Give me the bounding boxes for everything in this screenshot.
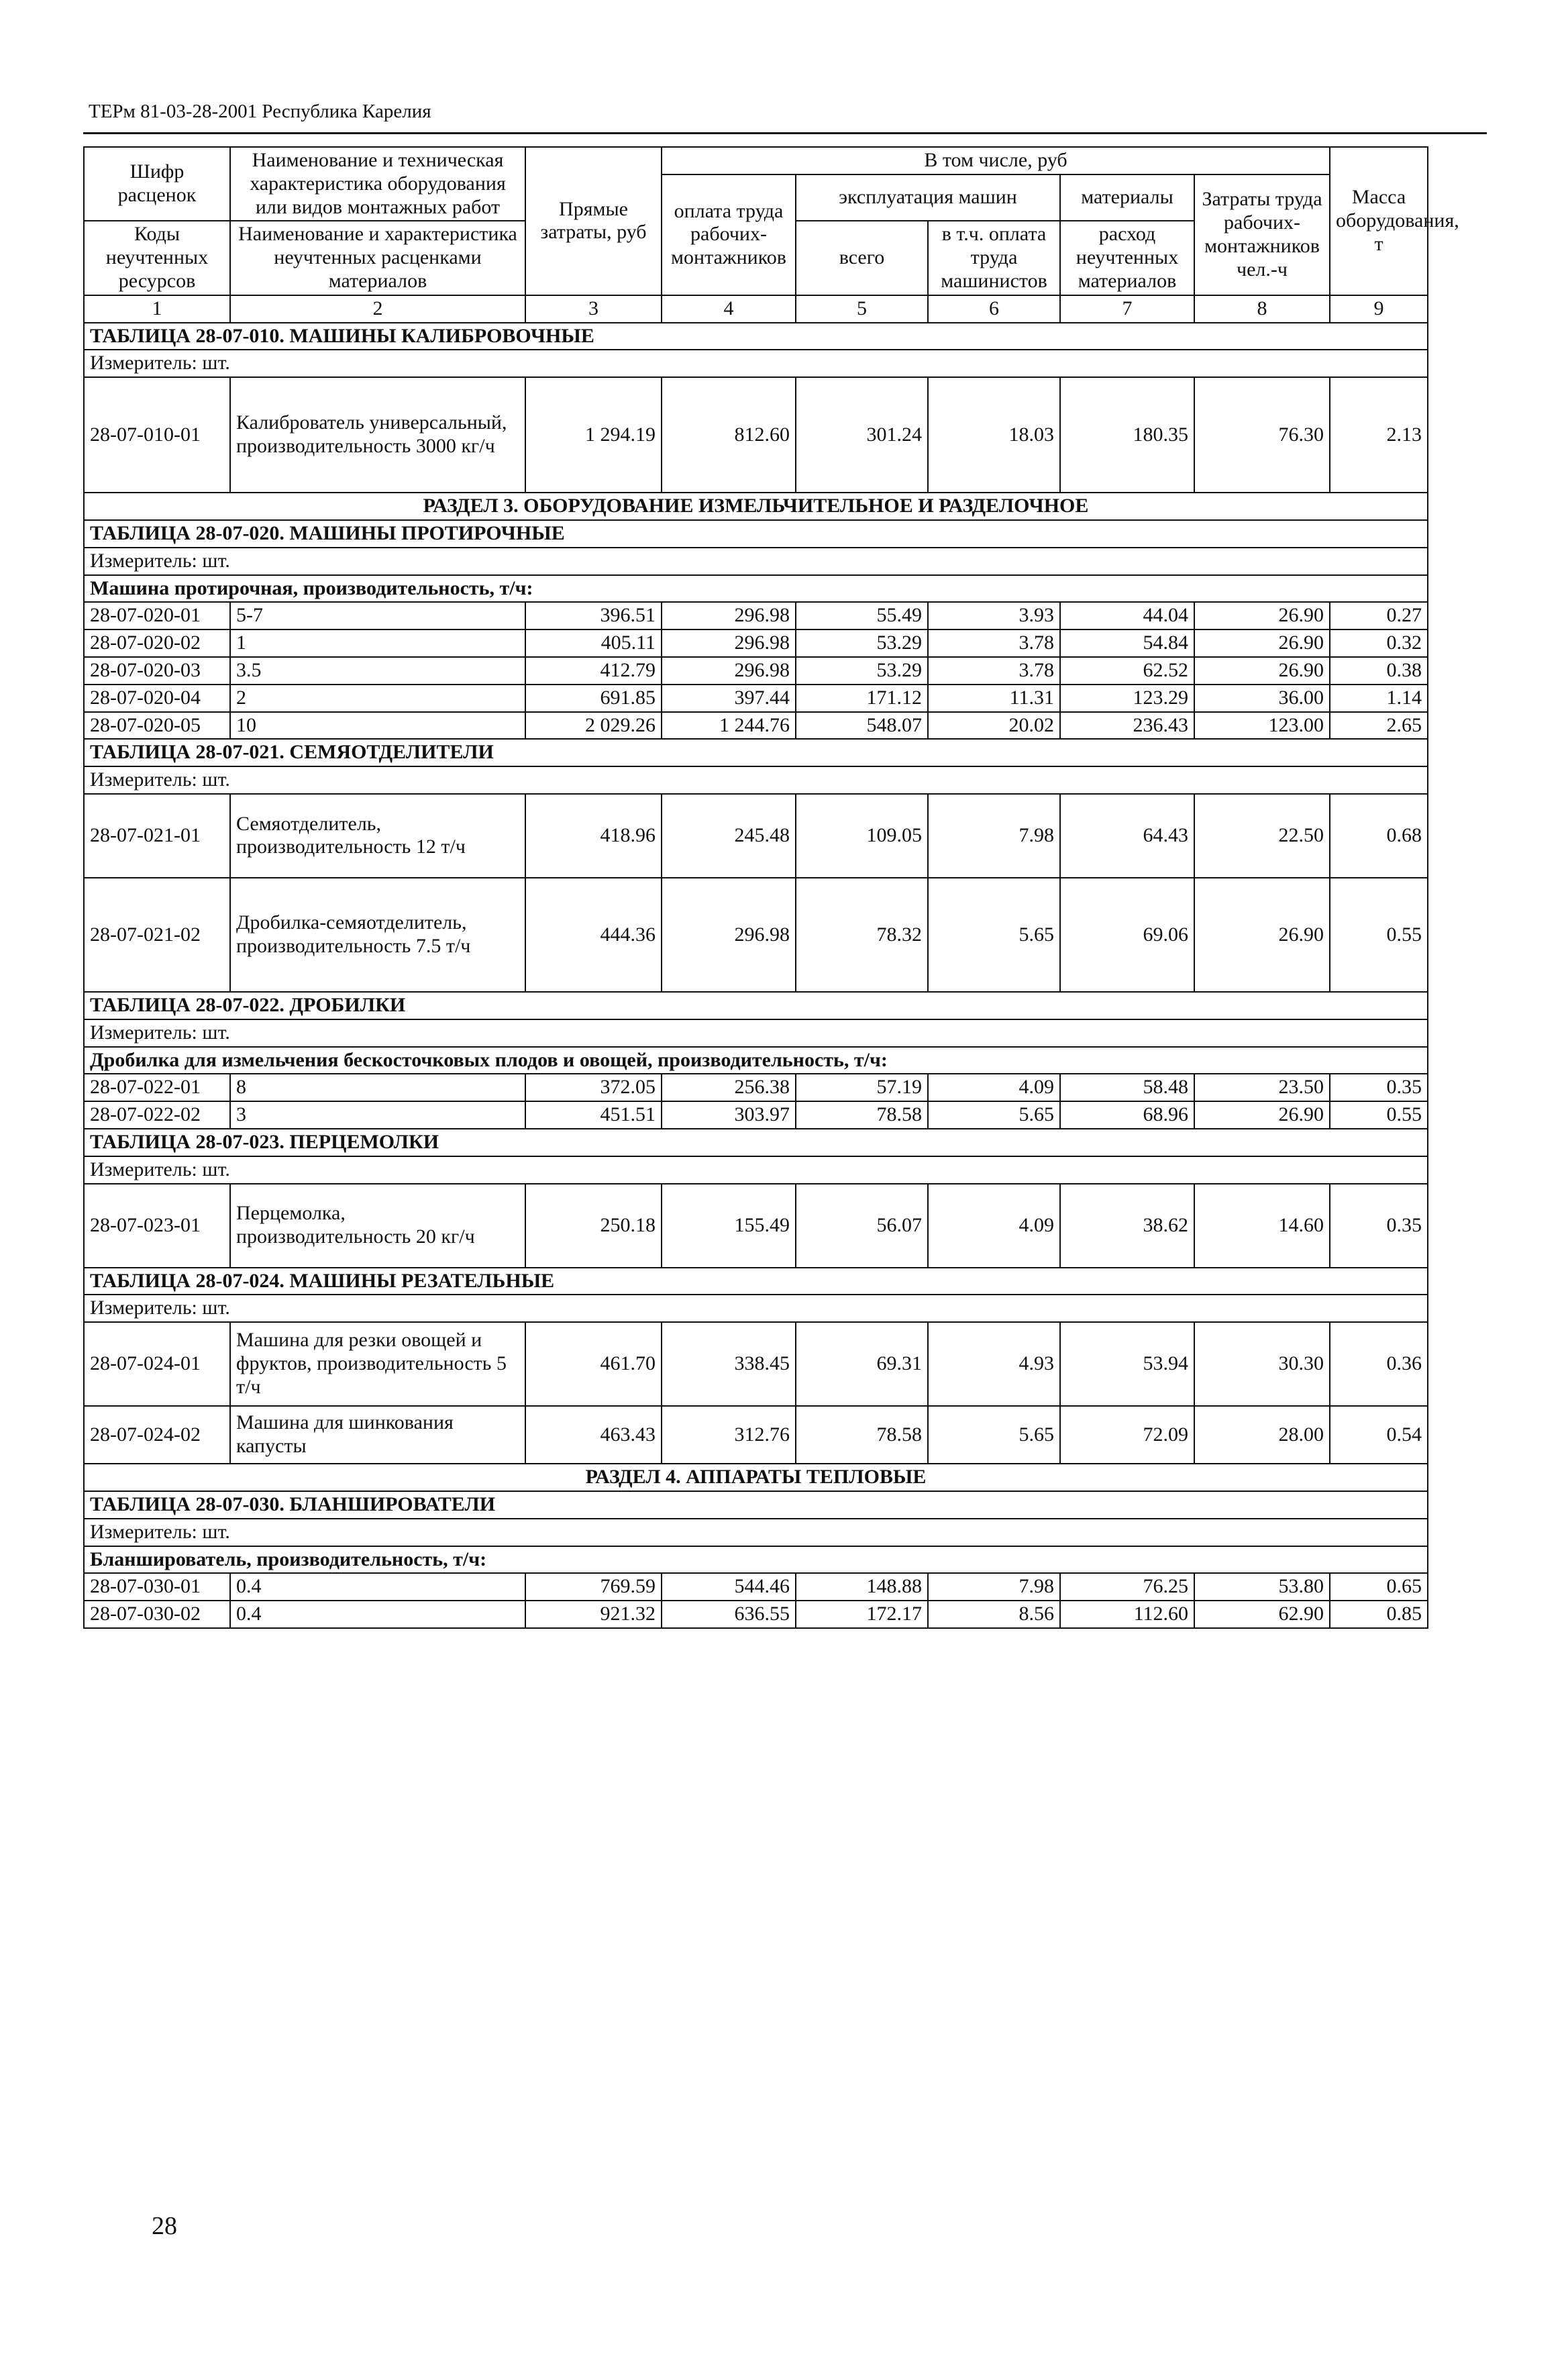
rate-code: 28-07-021-02: [84, 878, 230, 992]
equipment-mass: 0.35: [1330, 1184, 1428, 1268]
driver-pay: 18.03: [928, 377, 1060, 493]
material-use: 38.62: [1060, 1184, 1194, 1268]
rate-name: Дробилка-семяотделитель, производительность 7.5 т/ч: [230, 878, 525, 992]
rate-code: 28-07-024-01: [84, 1322, 230, 1406]
direct-cost: 1 294.19: [525, 377, 662, 493]
col-materials-header: материалы: [1060, 174, 1194, 221]
table-row: [84, 629, 1428, 657]
material-use: 123.29: [1060, 685, 1194, 712]
driver-pay: 3.78: [928, 629, 1060, 657]
table-row: [84, 1601, 1428, 1628]
rate-name: 3.5: [230, 657, 525, 685]
equipment-mass: 0.55: [1330, 1101, 1428, 1129]
section-title: РАЗДЕЛ 4. АППАРАТЫ ТЕПЛОВЫЕ: [84, 1464, 1428, 1491]
machine-total: 78.58: [796, 1101, 928, 1129]
driver-pay: 11.31: [928, 685, 1060, 712]
labor-hours: 62.90: [1194, 1601, 1330, 1628]
measure-unit: Измеритель: шт.: [84, 1519, 1428, 1546]
equipment-mass: 0.32: [1330, 629, 1428, 657]
col-number: 1: [84, 295, 230, 323]
labor-pay: 155.49: [662, 1184, 796, 1268]
labor-hours: 123.00: [1194, 712, 1330, 740]
direct-cost: 461.70: [525, 1322, 662, 1406]
driver-pay: 3.78: [928, 657, 1060, 685]
equipment-mass: 1.14: [1330, 685, 1428, 712]
equipment-mass: 0.55: [1330, 878, 1428, 992]
col-number: 3: [525, 295, 662, 323]
rate-code: 28-07-021-01: [84, 794, 230, 878]
header-rule: [83, 132, 1487, 134]
driver-pay: 5.65: [928, 1406, 1060, 1464]
rate-name: 3: [230, 1101, 525, 1129]
rate-name: 0.4: [230, 1573, 525, 1601]
table-title: ТАБЛИЦА 28-07-021. СЕМЯОТДЕЛИТЕЛИ: [84, 739, 1428, 766]
driver-pay: 20.02: [928, 712, 1060, 740]
col-machines-header: эксплуатация машин: [796, 174, 1060, 221]
material-use: 54.84: [1060, 629, 1194, 657]
equipment-mass: 0.85: [1330, 1601, 1428, 1628]
labor-pay: 544.46: [662, 1573, 796, 1601]
material-use: 72.09: [1060, 1406, 1194, 1464]
machine-total: 172.17: [796, 1601, 928, 1628]
table-row: [84, 878, 1428, 992]
labor-pay: 312.76: [662, 1406, 796, 1464]
labor-pay: 296.98: [662, 657, 796, 685]
labor-hours: 30.30: [1194, 1322, 1330, 1406]
col-driver-header: в т.ч. оплата труда машинистов: [928, 221, 1060, 295]
equipment-mass: 2.65: [1330, 712, 1428, 740]
table-row: [84, 794, 1428, 878]
table-row: [84, 1184, 1428, 1268]
table-title: ТАБЛИЦА 28-07-023. ПЕРЦЕМОЛКИ: [84, 1129, 1428, 1156]
rate-name: 10: [230, 712, 525, 740]
labor-pay: 296.98: [662, 878, 796, 992]
direct-cost: 691.85: [525, 685, 662, 712]
material-use: 76.25: [1060, 1573, 1194, 1601]
material-use: 112.60: [1060, 1601, 1194, 1628]
col-number: 4: [662, 295, 796, 323]
table-title: ТАБЛИЦА 28-07-010. МАШИНЫ КАЛИБРОВОЧНЫЕ: [84, 323, 1428, 350]
driver-pay: 4.09: [928, 1184, 1060, 1268]
col-number: 9: [1330, 295, 1428, 323]
labor-hours: 26.90: [1194, 657, 1330, 685]
table-row: [84, 377, 1428, 493]
labor-hours: 26.90: [1194, 878, 1330, 992]
driver-pay: 4.93: [928, 1322, 1060, 1406]
machine-total: 109.05: [796, 794, 928, 878]
col-rescodes-header: Коды неучтенных ресурсов: [84, 221, 230, 295]
col-incl-header: В том числе, руб: [662, 147, 1330, 174]
table-title: ТАБЛИЦА 28-07-030. БЛАНШИРОВАТЕЛИ: [84, 1491, 1428, 1519]
rate-name: 2: [230, 685, 525, 712]
direct-cost: 769.59: [525, 1573, 662, 1601]
header-row-1: [84, 147, 1428, 174]
rate-code: 28-07-022-01: [84, 1074, 230, 1101]
driver-pay: 5.65: [928, 878, 1060, 992]
driver-pay: 3.93: [928, 602, 1060, 629]
col-code-header: Шифр расценок: [84, 147, 230, 221]
table-row: [84, 685, 1428, 712]
col-mass-header: Масса оборудования, т: [1330, 147, 1428, 295]
table-row: [84, 1573, 1428, 1601]
table-row: [84, 1406, 1428, 1464]
rate-code: 28-07-020-01: [84, 602, 230, 629]
material-use: 236.43: [1060, 712, 1194, 740]
measure-unit: Измеритель: шт.: [84, 1295, 1428, 1322]
labor-pay: 338.45: [662, 1322, 796, 1406]
labor-pay: 636.55: [662, 1601, 796, 1628]
col-name-header: Наименование и техническая характеристика оборудования или видов монтажных работ: [230, 147, 525, 221]
labor-hours: 76.30: [1194, 377, 1330, 493]
labor-pay: 296.98: [662, 602, 796, 629]
direct-cost: 921.32: [525, 1601, 662, 1628]
rate-code: 28-07-022-02: [84, 1101, 230, 1129]
measure-unit: Измеритель: шт.: [84, 1156, 1428, 1184]
labor-hours: 14.60: [1194, 1184, 1330, 1268]
equipment-mass: 0.38: [1330, 657, 1428, 685]
col-resname-header: Наименование и характеристика неучтенных расценками материалов: [230, 221, 525, 295]
col-direct-header: Прямые затраты, руб: [525, 147, 662, 295]
machine-total: 148.88: [796, 1573, 928, 1601]
table-row: [84, 1074, 1428, 1101]
rate-code: 28-07-024-02: [84, 1406, 230, 1464]
direct-cost: 396.51: [525, 602, 662, 629]
rate-name: 1: [230, 629, 525, 657]
rate-code: 28-07-030-01: [84, 1573, 230, 1601]
rate-code: 28-07-030-02: [84, 1601, 230, 1628]
table-row: [84, 1322, 1428, 1406]
machine-total: 69.31: [796, 1322, 928, 1406]
labor-pay: 256.38: [662, 1074, 796, 1101]
direct-cost: 451.51: [525, 1101, 662, 1129]
direct-cost: 250.18: [525, 1184, 662, 1268]
labor-pay: 296.98: [662, 629, 796, 657]
driver-pay: 4.09: [928, 1074, 1060, 1101]
equipment-mass: 0.36: [1330, 1322, 1428, 1406]
rates-table: [83, 146, 1459, 1629]
equipment-mass: 0.27: [1330, 602, 1428, 629]
equipment-mass: 0.68: [1330, 794, 1428, 878]
equipment-mass: 2.13: [1330, 377, 1428, 493]
col-number: 6: [928, 295, 1060, 323]
machine-total: 56.07: [796, 1184, 928, 1268]
machine-total: 78.32: [796, 878, 928, 992]
table-title: ТАБЛИЦА 28-07-020. МАШИНЫ ПРОТИРОЧНЫЕ: [84, 520, 1428, 548]
material-use: 58.48: [1060, 1074, 1194, 1101]
section-title: РАЗДЕЛ 3. ОБОРУДОВАНИЕ ИЗМЕЛЬЧИТЕЛЬНОЕ И РАЗДЕЛОЧНОЕ: [84, 493, 1428, 520]
equipment-mass: 0.54: [1330, 1406, 1428, 1464]
machine-total: 548.07: [796, 712, 928, 740]
labor-pay: 397.44: [662, 685, 796, 712]
material-use: 68.96: [1060, 1101, 1194, 1129]
rate-name: Семяотделитель, производительность 12 т/ч: [230, 794, 525, 878]
family-title: Бланширователь, производительность, т/ч:: [84, 1546, 1428, 1574]
equipment-mass: 0.35: [1330, 1074, 1428, 1101]
measure-unit: Измеритель: шт.: [84, 350, 1428, 377]
machine-total: 57.19: [796, 1074, 928, 1101]
col-labor-header: оплата труда рабочих-монтажников: [662, 174, 796, 295]
page-number: 28: [152, 2212, 177, 2240]
equipment-mass: 0.65: [1330, 1573, 1428, 1601]
direct-cost: 418.96: [525, 794, 662, 878]
labor-hours: 26.90: [1194, 629, 1330, 657]
labor-pay: 1 244.76: [662, 712, 796, 740]
machine-total: 78.58: [796, 1406, 928, 1464]
direct-cost: 372.05: [525, 1074, 662, 1101]
rate-code: 28-07-020-05: [84, 712, 230, 740]
material-use: 69.06: [1060, 878, 1194, 992]
labor-hours: 53.80: [1194, 1573, 1330, 1601]
col-total-header: всего: [796, 221, 928, 295]
rate-code: 28-07-020-03: [84, 657, 230, 685]
col-number: 7: [1060, 295, 1194, 323]
labor-hours: 22.50: [1194, 794, 1330, 878]
machine-total: 55.49: [796, 602, 928, 629]
driver-pay: 7.98: [928, 794, 1060, 878]
labor-hours: 36.00: [1194, 685, 1330, 712]
table-title: ТАБЛИЦА 28-07-022. ДРОБИЛКИ: [84, 992, 1428, 1019]
material-use: 180.35: [1060, 377, 1194, 493]
direct-cost: 2 029.26: [525, 712, 662, 740]
family-title: Машина протирочная, производительность, т/ч:: [84, 575, 1428, 603]
rate-name: Калиброватель универсальный, производительность 3000 кг/ч: [230, 377, 525, 493]
table-row: [84, 657, 1428, 685]
col-hours-header: Затраты труда рабочих-монтажников чел.-ч: [1194, 174, 1330, 295]
driver-pay: 8.56: [928, 1601, 1060, 1628]
rate-name: 0.4: [230, 1601, 525, 1628]
rate-code: 28-07-023-01: [84, 1184, 230, 1268]
labor-pay: 245.48: [662, 794, 796, 878]
rate-name: Машина для шинкования капусты: [230, 1406, 525, 1464]
material-use: 53.94: [1060, 1322, 1194, 1406]
measure-unit: Измеритель: шт.: [84, 766, 1428, 794]
family-title: Дробилка для измельчения бескосточковых плодов и овощей, производительность, т/ч:: [84, 1047, 1428, 1074]
column-numbers-row: [84, 295, 1428, 323]
table-row: [84, 602, 1428, 629]
labor-hours: 26.90: [1194, 602, 1330, 629]
material-use: 62.52: [1060, 657, 1194, 685]
rate-code: 28-07-010-01: [84, 377, 230, 493]
driver-pay: 7.98: [928, 1573, 1060, 1601]
measure-unit: Измеритель: шт.: [84, 1019, 1428, 1047]
direct-cost: 463.43: [525, 1406, 662, 1464]
col-number: 8: [1194, 295, 1330, 323]
table-row: [84, 1101, 1428, 1129]
col-matuse-header: расход неучтенных материалов: [1060, 221, 1194, 295]
rate-code: 28-07-020-04: [84, 685, 230, 712]
machine-total: 53.29: [796, 629, 928, 657]
page-header: ТЕРм 81-03-28-2001 Республика Карелия: [89, 101, 431, 122]
labor-hours: 28.00: [1194, 1406, 1330, 1464]
measure-unit: Измеритель: шт.: [84, 548, 1428, 575]
rate-code: 28-07-020-02: [84, 629, 230, 657]
rate-name: Перцемолка, производительность 20 кг/ч: [230, 1184, 525, 1268]
rate-name: Машина для резки овощей и фруктов, производительность 5 т/ч: [230, 1322, 525, 1406]
direct-cost: 412.79: [525, 657, 662, 685]
labor-pay: 303.97: [662, 1101, 796, 1129]
col-number: 2: [230, 295, 525, 323]
machine-total: 53.29: [796, 657, 928, 685]
machine-total: 171.12: [796, 685, 928, 712]
rate-name: 5-7: [230, 602, 525, 629]
material-use: 64.43: [1060, 794, 1194, 878]
col-number: 5: [796, 295, 928, 323]
direct-cost: 444.36: [525, 878, 662, 992]
machine-total: 301.24: [796, 377, 928, 493]
rate-name: 8: [230, 1074, 525, 1101]
labor-hours: 23.50: [1194, 1074, 1330, 1101]
table-title: ТАБЛИЦА 28-07-024. МАШИНЫ РЕЗАТЕЛЬНЫЕ: [84, 1268, 1428, 1295]
labor-hours: 26.90: [1194, 1101, 1330, 1129]
labor-pay: 812.60: [662, 377, 796, 493]
table-row: [84, 712, 1428, 740]
direct-cost: 405.11: [525, 629, 662, 657]
driver-pay: 5.65: [928, 1101, 1060, 1129]
material-use: 44.04: [1060, 602, 1194, 629]
